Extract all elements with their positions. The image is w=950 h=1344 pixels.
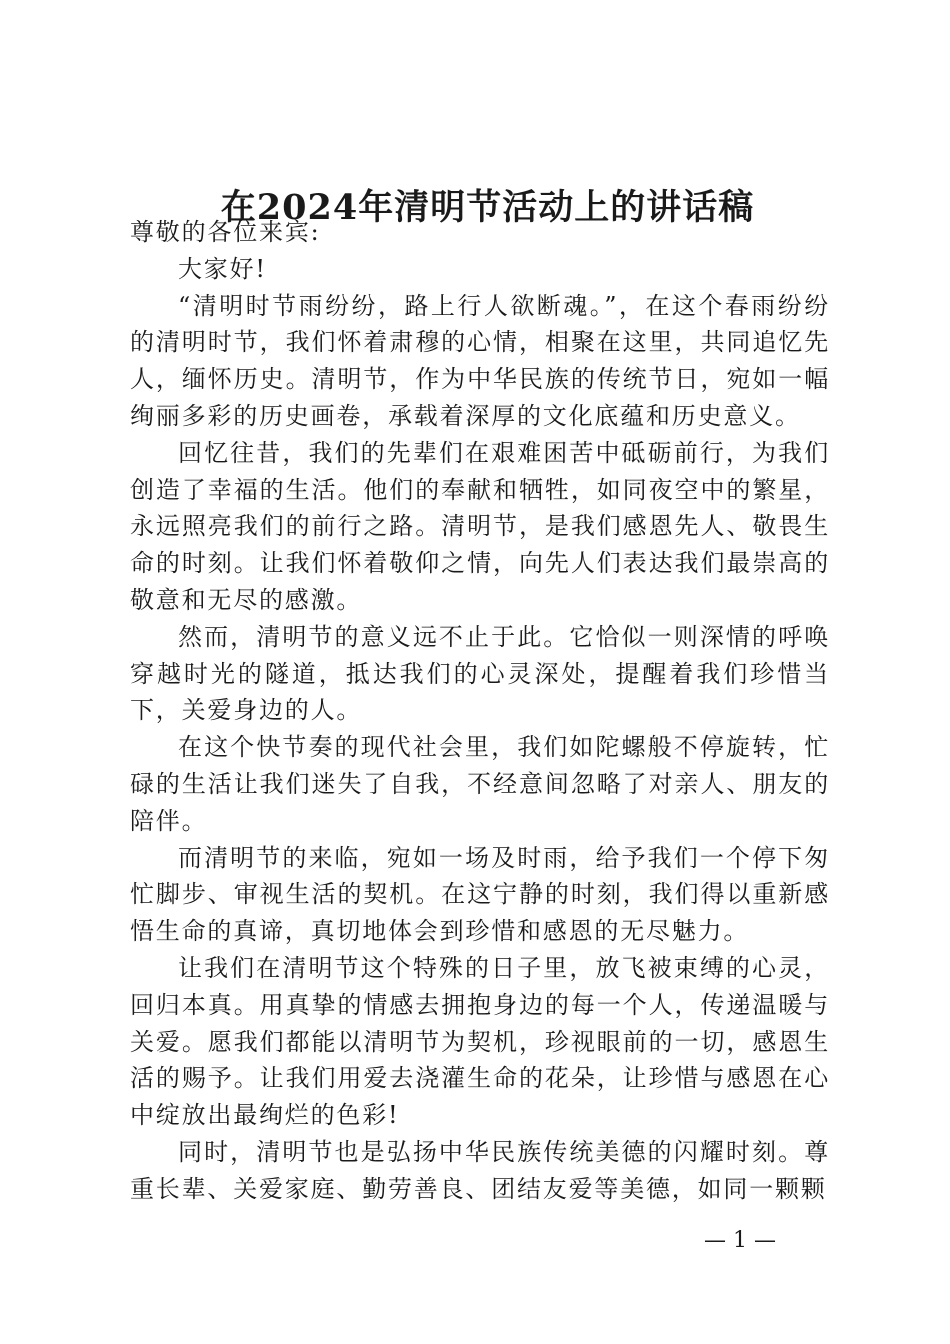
salutation: 尊敬的各位来宾: bbox=[130, 218, 321, 246]
paragraph-meaning: 然而，清明节的意义远不止于此。它恰似一则深情的呼唤穿越时光的隧道，抵达我们的心灵深处，提醒着我们珍惜当下，关爱身边的人。 bbox=[130, 622, 830, 725]
paragraph-ancestors: 回忆往昔，我们的先辈们在艰难困苦中砥砺前行，为我们创造了幸福的生活。他们的奉献和牺牲，如同夜空中的繁星，永远照亮我们的前行之路。清明节，是我们感恩先人、敬畏生命的时刻。让我们怀着敬仰之情，向先人们表达我们最崇高的敬意和无尽的感激。 bbox=[130, 438, 830, 614]
document-body bbox=[130, 214, 830, 1208]
page-number: — 1 — bbox=[704, 1228, 776, 1253]
paragraph-let-us: 让我们在清明节这个特殊的日子里，放飞被束缚的心灵，回归本真。用真挚的情感去拥抱身边的每一个人，传递温暖与关爱。愿我们都能以清明节为契机，珍视眼前的一切，感恩生活的赐予。让我们用爱去浇灌生命的花朵，让珍惜与感恩在心中绽放出最绚烂的色彩! bbox=[130, 953, 830, 1130]
paragraph-greeting: 大家好! bbox=[178, 254, 267, 283]
paragraph-modern-life: 在这个快节奏的现代社会里，我们如陀螺般不停旋转，忙碌的生活让我们迷失了自我，不经意间忽略了对亲人、朋友的陪伴。 bbox=[130, 733, 830, 835]
paragraph-timely-rain: 而清明节的来临，宛如一场及时雨，给予我们一个停下匆忙脚步、审视生活的契机。在这宁静的时刻，我们得以重新感悟生命的真谛，真切地体会到珍惜和感恩的无尽魅力。 bbox=[130, 843, 830, 946]
paragraph-virtues: 同时，清明节也是弘扬中华民族传统美德的闪耀时刻。尊重长辈、关爱家庭、勤劳善良、团结友爱等美德，如同一颗颗 bbox=[130, 1137, 830, 1203]
document-title: 在2024年清明节活动上的讲话稿 bbox=[220, 187, 755, 228]
paragraph-poem-intro: “清明时节雨纷纷，路上行人欲断魂。”，在这个春雨纷纷的清明时节，我们怀着肃穆的心情，相聚在这里，共同追忆先人，缅怀历史。清明节，作为中华民族的传统节日，宛如一幅绚丽多彩的历史画卷，承载着深厚的文化底蕴和历史意义。 bbox=[130, 291, 830, 430]
